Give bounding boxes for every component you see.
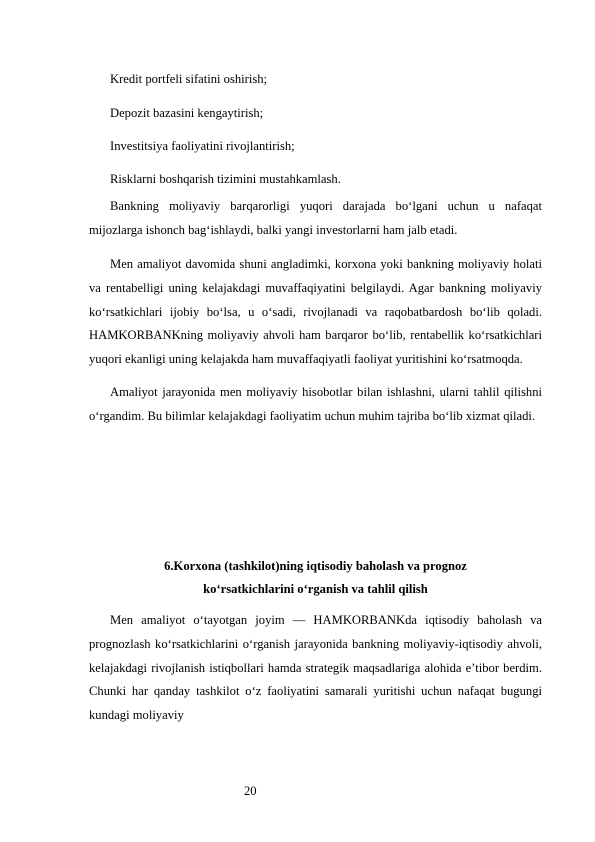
section-heading-line-1: 6.Korxona (tashkilot)ning iqtisodiy baholash va prognoz [164, 559, 467, 573]
section-heading-line-2: ko‘rsatkichlarini o‘rganish va tahlil qilish [203, 582, 428, 596]
list-item-deposit-base: Depozit bazasini kengaytirish; [110, 106, 264, 120]
page-number: 20 [244, 784, 257, 798]
paragraph-internship-insight: Men amaliyot davomida shuni angladimki, korxona yoki bankning moliyaviy holati va rentabelligi uning kelajakdagi muvaffaqiyatini belgilaydi. Agar bankning moliyaviy ko‘rsatkichlari ijobiy bo‘lsa, u o‘sadi, rivojlanadi va raqobatbardosh bo‘lib qoladi. HAMKORBANKning moliyaviy ahvoli ham barqaror bo‘lib, rentabellik ko‘rsatkichlari yuqori ekanligi uning kelajakda ham muvaffaqiyatli faoliyat yuritishini ko‘rsatmoqda. [89, 257, 542, 367]
list-item-credit-portfolio: Kredit portfeli sifatini oshirish; [110, 72, 268, 86]
paragraph-stability: Bankning moliyaviy barqarorligi yuqori darajada bo‘lgani uchun u nafaqat mijozlarga ishonch bag‘ishlaydi, balki yangi investorlarni ham jalb etadi. [89, 199, 542, 237]
list-item-risk-management: Risklarni boshqarish tizimini mustahkamlash. [110, 172, 341, 186]
paragraph-section-intro: Men amaliyot o‘tayotgan joyim — HAMKORBANKda iqtisodiy baholash va prognozlash ko‘rsatkichlarini o‘rganish jarayonida bankning moliyaviy-iqtisodiy ahvoli, kelajakdagi rivojlanish istiqbollari hamda strategik maqsadlariga alohida e’tibor berdim. Chunki har qanday tashkilot o‘z faoliyatini samarali yuritishi uchun nafaqat bugungi kundagi moliyaviy [89, 613, 542, 723]
paragraph-reports: Amaliyot jarayonida men moliyaviy hisobotlar bilan ishlashni, ularni tahlil qilishni o‘rgandim. Bu bilimlar kelajakdagi faoliyatim uchun muhim tajriba bo‘lib xizmat qiladi. [89, 385, 542, 423]
list-item-investment: Investitsiya faoliyatini rivojlantirish; [110, 139, 295, 153]
